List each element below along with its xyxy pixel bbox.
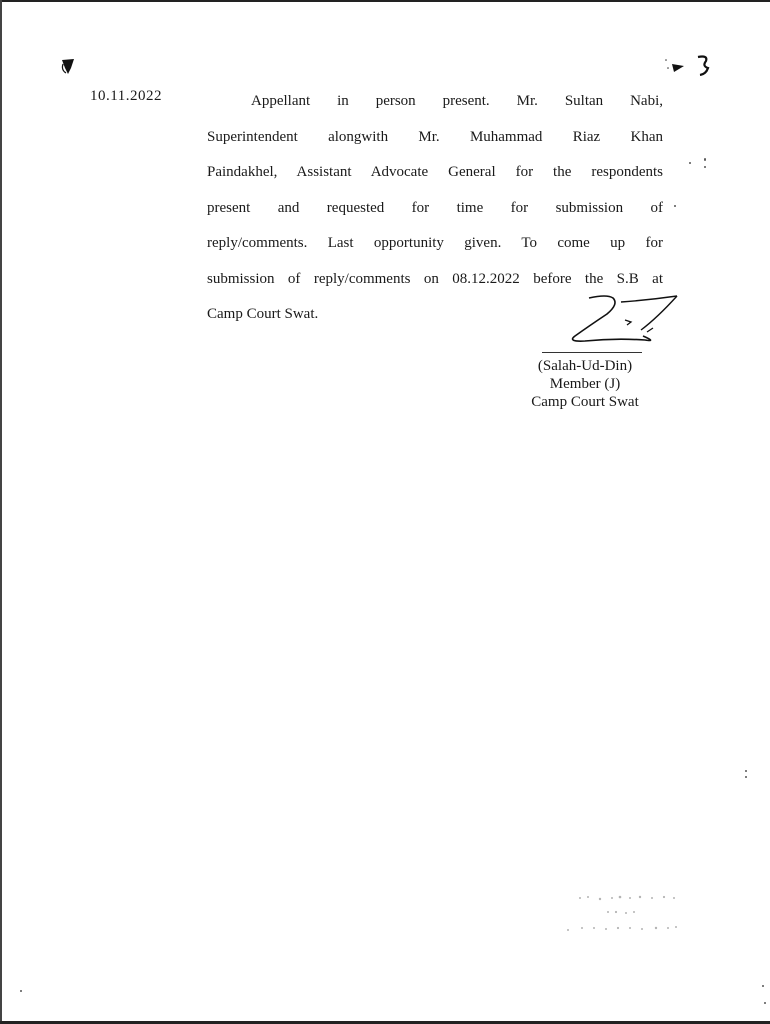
- faded-stamp: [560, 890, 690, 938]
- order-line: Appellant in person present. Mr. Sultan Nabi,: [251, 93, 663, 109]
- order-line: reply/comments. Last opportunity given. To come up for: [207, 235, 663, 251]
- signature-rule: [542, 352, 642, 353]
- scan-speck: [689, 162, 691, 164]
- handwritten-signature: [545, 292, 685, 352]
- order-date: 10.11.2022: [90, 88, 162, 104]
- order-line: present and requested for time for submission of: [207, 199, 663, 216]
- page-top-edge: [0, 0, 770, 2]
- order-line: submission of reply/comments on 08.12.2022 before the S.B at: [207, 270, 663, 287]
- margin-mark-icon: [60, 56, 76, 76]
- scan-speck: [745, 776, 747, 778]
- scan-speck: [674, 205, 676, 207]
- scan-speck: [762, 985, 764, 987]
- order-line: Paindakhel, Assistant Advocate General for the respondents: [207, 164, 663, 180]
- scan-speck: [704, 166, 706, 168]
- signatory-name: (Salah-Ud-Din): [537, 358, 633, 374]
- margin-mark-icon: [664, 54, 718, 76]
- order-line: Camp Court Swat.: [207, 306, 319, 322]
- page-left-edge: [0, 0, 2, 1024]
- scan-speck: [745, 770, 747, 772]
- order-line: Superintendent alongwith Mr. Muhammad Riaz Khan: [207, 128, 663, 145]
- scan-speck: [704, 158, 706, 161]
- scan-speck: [764, 1002, 766, 1004]
- signatory-location: Camp Court Swat: [531, 394, 639, 410]
- signatory-designation: Member (J): [549, 376, 621, 392]
- scan-speck: [20, 990, 22, 992]
- signature-block: [510, 357, 660, 411]
